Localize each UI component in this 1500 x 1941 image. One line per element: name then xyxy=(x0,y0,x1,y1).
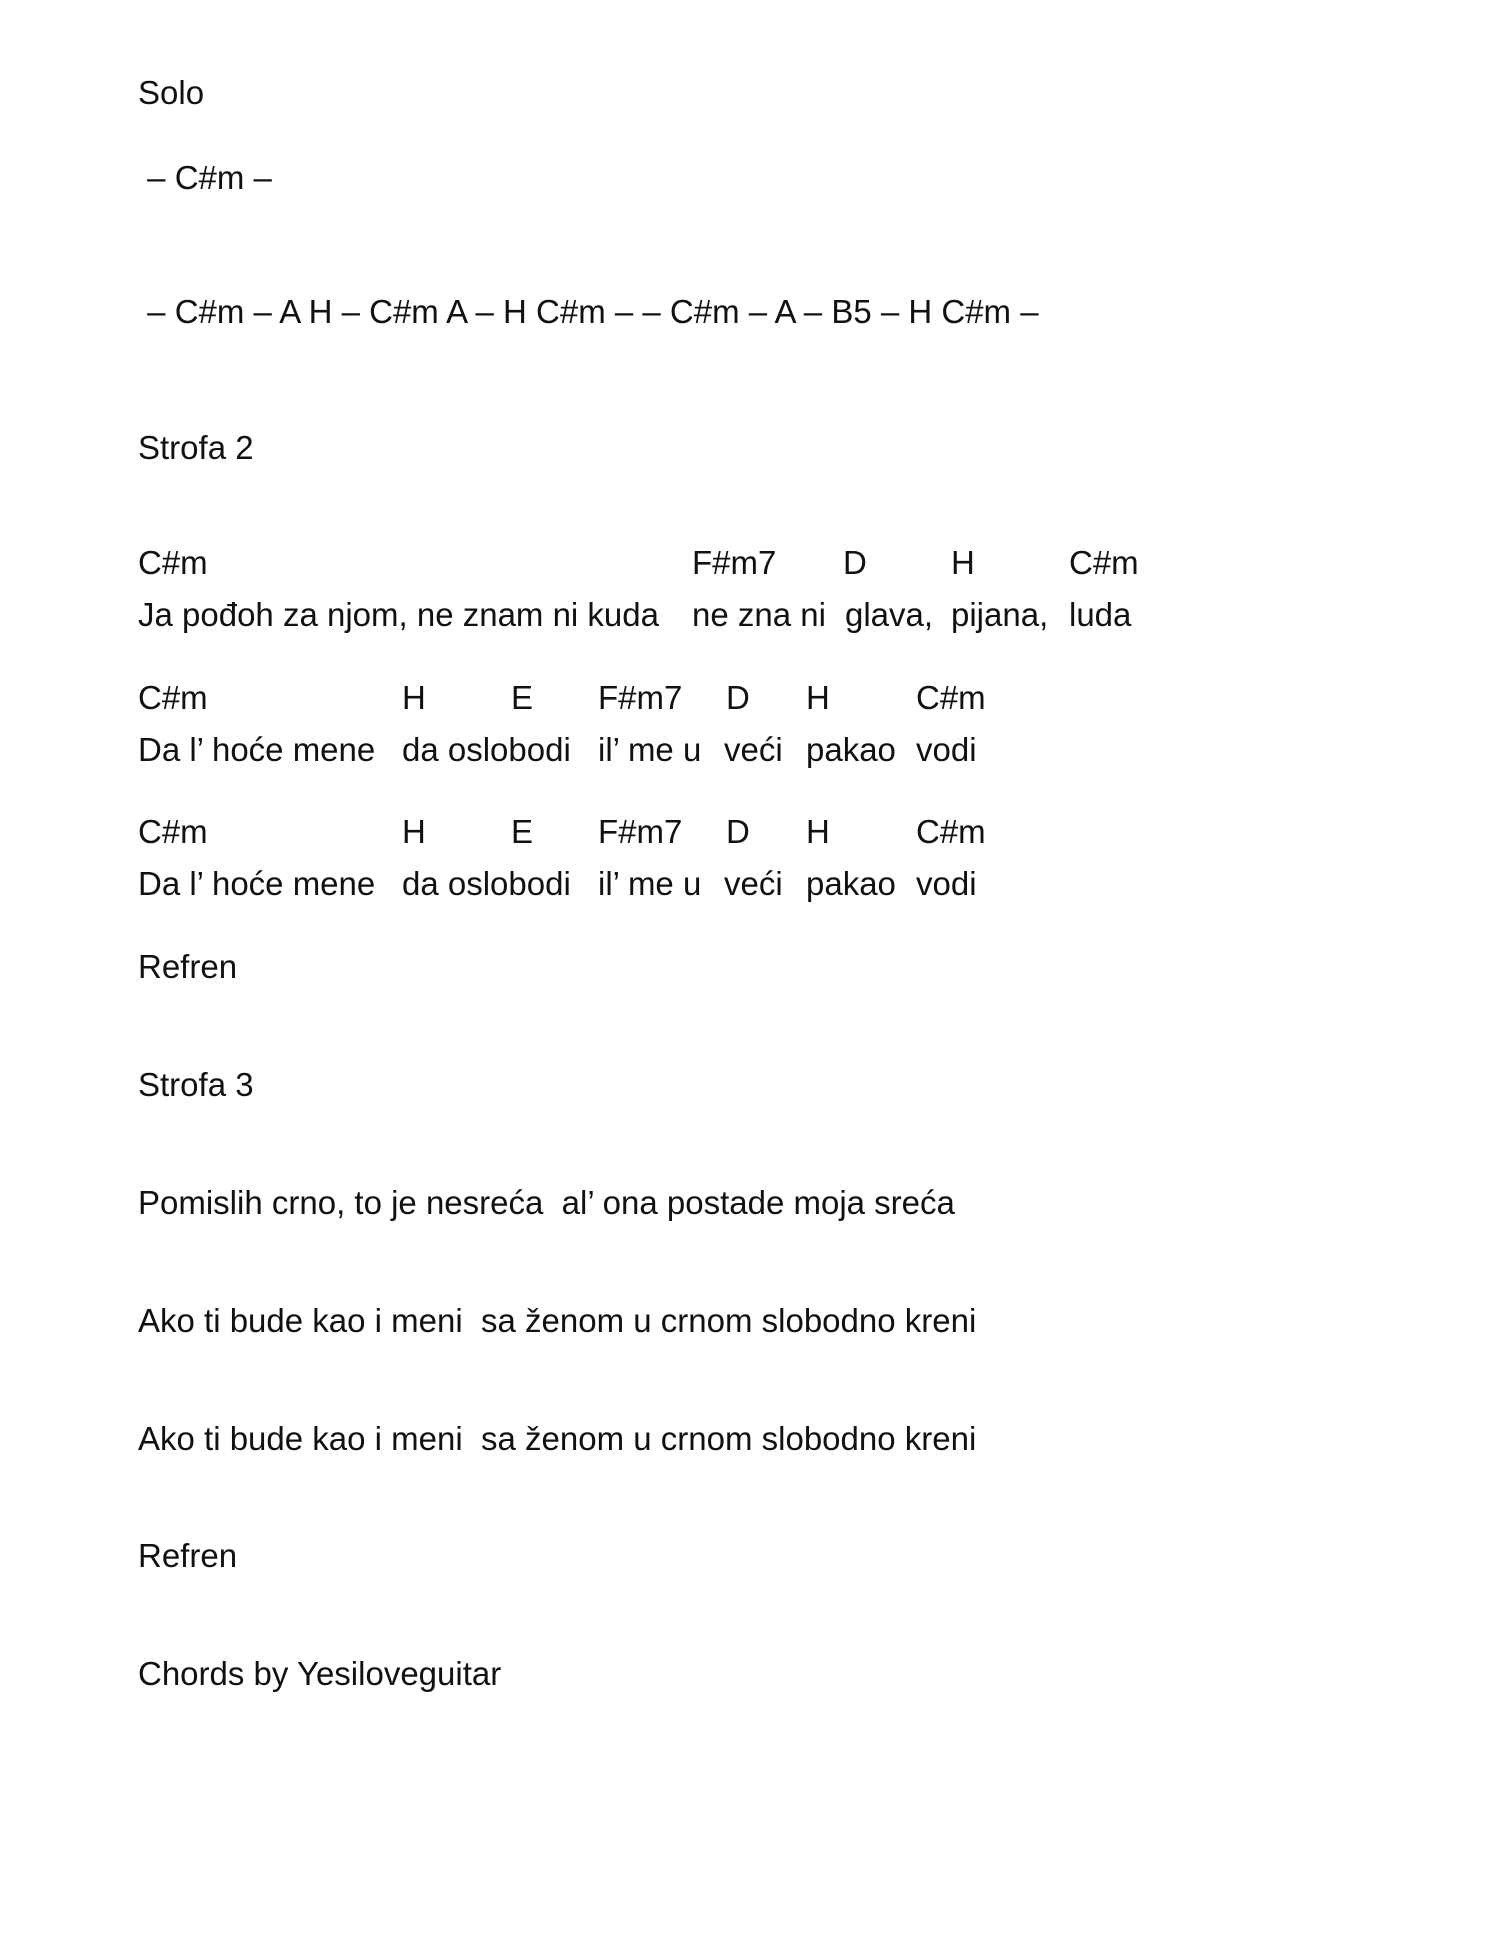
chord: E xyxy=(511,679,534,716)
strofa-3-heading: Strofa 3 xyxy=(138,1066,254,1103)
lyric: vodi xyxy=(916,731,977,768)
credit-line: Chords by Yesiloveguitar xyxy=(138,1655,502,1692)
refren-label: Refren xyxy=(138,1537,238,1574)
solo-chord-line-2: – C#m – A H – C#m A – H C#m – – C#m – A – B5 – H C#m – xyxy=(138,293,1039,330)
lyric: vodi xyxy=(916,865,977,902)
chord: C#m xyxy=(916,813,986,850)
chord: F#m7 xyxy=(598,679,683,716)
chord: E xyxy=(511,813,534,850)
lyric: da oslobodi xyxy=(402,731,571,768)
chord: F#m7 xyxy=(598,813,683,850)
lyric: ne zna ni xyxy=(692,596,826,633)
chord: D xyxy=(726,679,750,716)
chord: C#m xyxy=(138,679,208,716)
lyric: Da l’ hoće mene xyxy=(138,865,376,902)
lyric: pakao xyxy=(806,731,896,768)
lyric: pijana, xyxy=(951,596,1049,633)
chord: D xyxy=(726,813,750,850)
lyric: il’ me u xyxy=(598,731,702,768)
chord: H xyxy=(402,813,426,850)
lyric: Ja pođoh za njom, ne znam ni kuda xyxy=(138,596,659,633)
lyric-line: Ako ti bude kao i meni sa ženom u crnom slobodno kreni xyxy=(138,1420,977,1457)
lyric: da oslobodi xyxy=(402,865,571,902)
solo-heading: Solo xyxy=(138,74,205,111)
strofa-2-heading: Strofa 2 xyxy=(138,429,254,466)
lyric: veći xyxy=(724,731,783,768)
chord: D xyxy=(843,544,867,581)
lyric: luda xyxy=(1069,596,1132,633)
chord: C#m xyxy=(916,679,986,716)
lyric-line: Pomislih crno, to je nesreća al’ ona postade moja sreća xyxy=(138,1184,955,1221)
lyric: glava, xyxy=(845,596,934,633)
lyric: pakao xyxy=(806,865,896,902)
chord: H xyxy=(951,544,975,581)
chord: C#m xyxy=(138,544,208,581)
chord: C#m xyxy=(138,813,208,850)
chord: H xyxy=(806,813,830,850)
lyric-line: Ako ti bude kao i meni sa ženom u crnom slobodno kreni xyxy=(138,1302,977,1339)
chord: C#m xyxy=(1069,544,1139,581)
lyric: Da l’ hoće mene xyxy=(138,731,376,768)
solo-chord-line-1: – C#m – xyxy=(138,159,272,196)
lyric: veći xyxy=(724,865,783,902)
lyric: il’ me u xyxy=(598,865,702,902)
chord: H xyxy=(402,679,426,716)
chord: H xyxy=(806,679,830,716)
refren-label: Refren xyxy=(138,948,238,985)
chord: F#m7 xyxy=(692,544,777,581)
